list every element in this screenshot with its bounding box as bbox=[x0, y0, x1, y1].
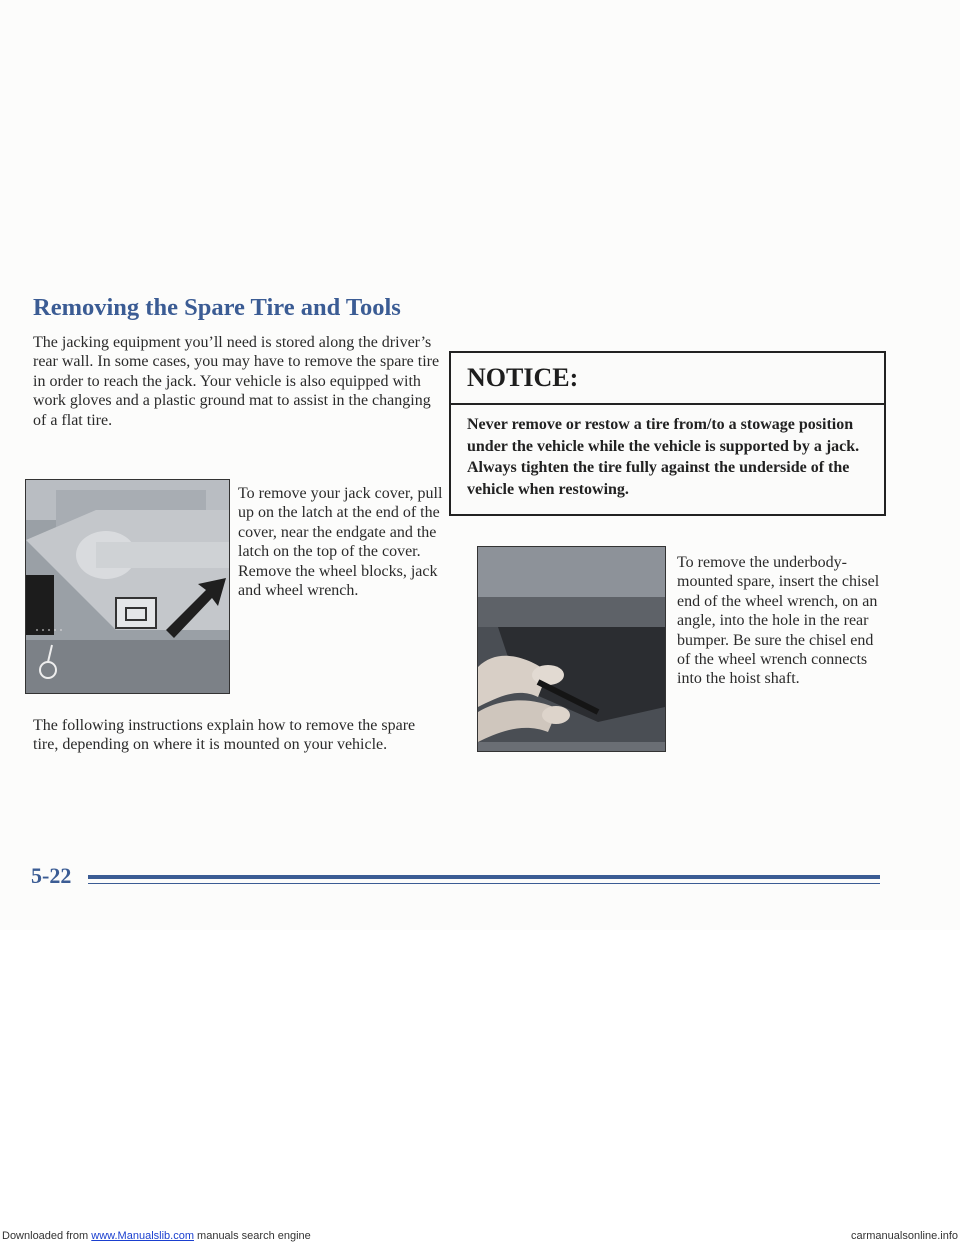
footer-rule bbox=[88, 875, 880, 879]
notice-text: Never remove or restow a tire from/to a stowage position under the vehicle while the vehicle is supported by a jack. Always tighten the tire fully against the underside of the vehicle when restowing. bbox=[467, 416, 860, 498]
notice-box bbox=[449, 351, 886, 516]
spare-tire-illustration bbox=[478, 547, 665, 751]
jack-cover-illustration bbox=[26, 480, 229, 693]
footer-rule-thin bbox=[88, 883, 880, 884]
spare-tire-photo bbox=[477, 546, 666, 752]
section-heading: Removing the Spare Tire and Tools bbox=[33, 294, 401, 321]
notice-title: NOTICE: bbox=[467, 363, 579, 392]
intro-paragraph: The jacking equipment you’ll need is stored along the driver’s rear wall. In some cases, you may have to remove the spare tire in order to reach the jack. Your vehicle is also equipped with work gloves and a plastic ground mat to assist in the changing of a flat tire. bbox=[33, 334, 440, 429]
download-suffix: manuals search engine bbox=[193, 1230, 311, 1242]
notice-header bbox=[451, 353, 884, 405]
watermark-site: carmanualsonline.info bbox=[850, 1230, 958, 1242]
jack-cover-paragraph: To remove your jack cover, pull up on the latch at the end of the cover, near the endgate and the latch on the top of the cover. Remove the wheel blocks, jack and wheel wrench. bbox=[238, 485, 443, 600]
download-source bbox=[2, 1230, 311, 1242]
page-number: 5-22 bbox=[31, 863, 72, 888]
spare-tire-paragraph: To remove the underbody-mounted spare, insert the chisel end of the wheel wrench, on an angle, into the hole in the rear bumper. Be sure the chisel end of the wheel wrench connects into the hoist shaft. bbox=[677, 554, 880, 688]
jack-cover-photo bbox=[25, 479, 230, 694]
instructions-paragraph: The following instructions explain how to remove the spare tire, depending on where it is mounted on your vehicle. bbox=[33, 717, 416, 754]
manualslib-link[interactable]: www.Manualslib.com bbox=[91, 1230, 194, 1242]
download-prefix: Downloaded from bbox=[2, 1230, 92, 1242]
